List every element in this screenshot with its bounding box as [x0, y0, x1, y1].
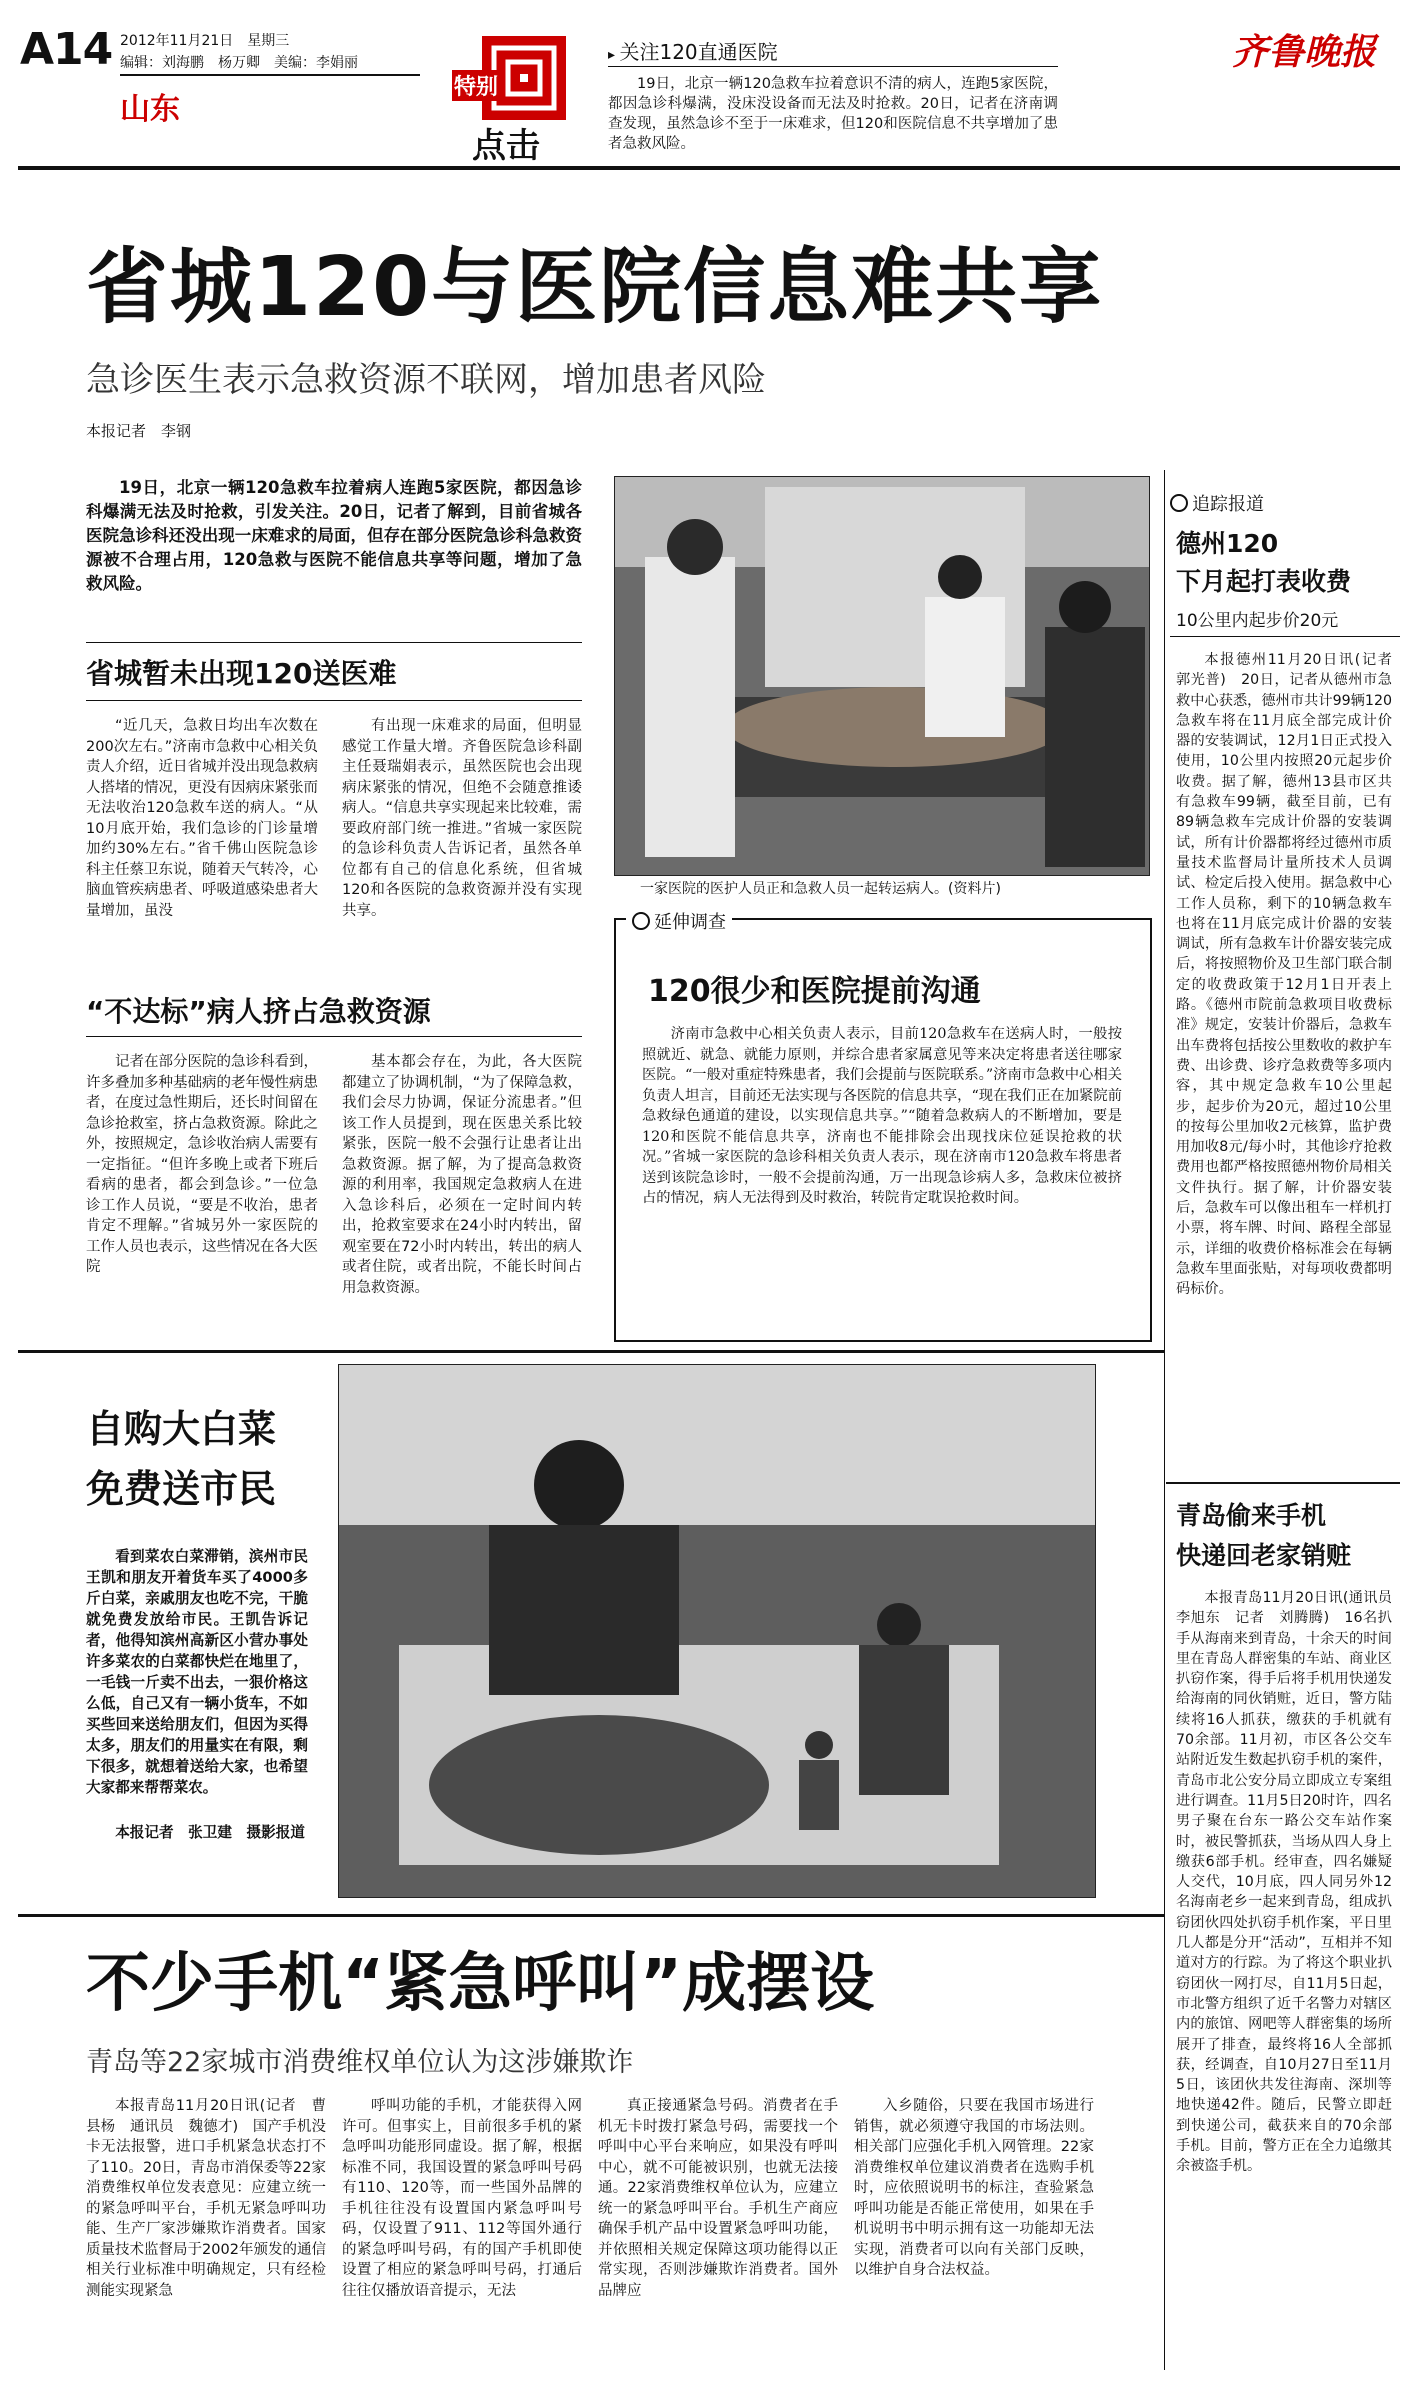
editors-line: 编辑：刘海鹏 杨万卿 美编：李娟丽 [120, 55, 358, 71]
follow-up-headline-1: 德州120 [1176, 529, 1279, 558]
section1-title: 省城暂未出现120送医难 [86, 657, 397, 690]
section1-col1: “近几天，急救日均出车次数在200次左右。”济南市急救中心相关负责人介绍，近日省城并没出现急救病人搭堵的情况，更没有因病床紧张而无法收治120急救车送的病人。“从10月底开始，我们急诊的门诊量增加约30%左右。”省千佛山医院急诊科主任蔡卫东说，随着天气转冷，心脑血管疾病患者、呼吸道感染患者大量增加，虽没 [86, 718, 318, 919]
cabbage-photo [338, 1364, 1096, 1898]
page-number: A14 [20, 24, 113, 75]
cabbage-headline-2: 免费送市民 [86, 1467, 277, 1511]
sub-story-headline: 120很少和医院提前沟通 [648, 974, 981, 1009]
badge-top-text: 特别 [452, 70, 500, 101]
main-headline: 省城120与医院信息难共享 [86, 240, 1104, 335]
phone-col2: 呼叫功能的手机，才能获得入网许可。但事实上，目前很多手机的紧急呼叫功能形同虚设。据了解，根据标准不同，我国设置的紧急呼叫号码有110、120等，而一些国外品牌的手机往往没有设置国内紧急呼叫号码，仅设置了911、112等国外通行的紧急呼叫号码，有的国产手机即使设置了相应的紧急呼叫号码，打通后往往仅播放语音提示，无法 [342, 2098, 582, 2299]
qingdao-headline-2: 快递回老家销赃 [1176, 1541, 1352, 1570]
date-line: 2012年11月21日 星期三 [120, 33, 290, 49]
sub-story-tag: 延伸调查 [626, 908, 732, 934]
main-lead: 19日，北京一辆120急救车拉着病人连跑5家医院，都因急诊科爆满无法及时抢救，引发关注。20日，记者了解到，目前省城各医院急诊科还没出现一床难求的局面，但存在部分医院急诊科急救资源被不合理占用，120急救与医院不能信息共享等问题，增加了急救风险。 [86, 478, 582, 593]
phone-col4: 入乡随俗，只要在我国市场进行销售，就必须遵守我国的市场法则。相关部门应强化手机入网管理。22家消费维权单位建议消费者在选购手机时，应依照说明书的标注，查验紧急呼叫功能是否能正常使用，如果在手机说明书中明示拥有这一功能却无法实现，消费者可以向有关部门反映，以维护自身合法权益。 [854, 2098, 1094, 2278]
follow-up-subhead: 10公里内起步价20元 [1176, 611, 1339, 631]
cabbage-byline: 本报记者 张卫建 摄影报道 [115, 1824, 305, 1841]
phone-headline: 不少手机“紧急呼叫”成摆设 [86, 1947, 875, 2021]
phone-subhead: 青岛等22家城市消费维权单位认为这涉嫌欺诈 [86, 2047, 634, 2078]
newspaper-logo: 齐鲁晚报 [1232, 31, 1377, 73]
section2-title: “不达标”病人挤占急救资源 [86, 995, 431, 1028]
phone-col1: 本报青岛11月20日讯(记者 曹县杨 通讯员 魏德才) 国产手机没卡无法报警，进口手机紧急状态打不了110。20日，青岛市消保委等22家消费维权单位发表意见：应建立统一的紧急呼叫平台，手机无紧急呼叫功能、生产厂家涉嫌欺诈消费者。国家质量技术监督局于2002年颁发的通信相关行业标准中明确规定，只有经检测能实现紧急 [86, 2098, 326, 2299]
section2-col2: 基本都会存在，为此，各大医院都建立了协调机制，“为了保障急救，我们会尽力协调，保证分流患者。”但该工作人员提到，现在医患关系比较紧张，医院一般不会强行让患者让出急救资源。据了解，为了提高急救资源的利用率，我国规定急救病人在进入急诊科后，必须在一定时间内转出，抢救室要求在24小时内转出，留观室要在72小时内转出，转出的病人或者住院，或者出院，不能长时间占用急救资源。 [342, 1054, 582, 1296]
sub-story-body: 济南市急救中心相关负责人表示，目前120急救车在送病人时，一般按照就近、就急、就能力原则，并综合患者家属意见等来决定将患者送往哪家医院。“一般对重症特殊患者，我们会提前与医院联系。”济南市急救中心相关负责人坦言，目前还无法实现与各医院的信息共享，“现在我们正在加紧院前急救绿色通道的建设，以实现信息共享。”“随着急救病人的不断增加，要是120和医院不能信息共享，济南也不能排除会出现找床位延误抢救的状况。”省城一家医院的急诊科相关负责人表示，现在济南市120急救车将患者送到该院急诊时，一般不会提前沟通，万一出现急诊病人多，急救床位被挤占的情况，病人无法得到及时救治，转院肯定耽误抢救时间。 [642, 1026, 1122, 1206]
follow-up-headline-2: 下月起打表收费 [1176, 567, 1352, 596]
badge-bottom-text: 点击 [472, 126, 540, 166]
cabbage-body: 看到菜农白菜滞销，滨州市民王凯和朋友开着货车买了4000多斤白菜，亲戚朋友也吃不完，干脆就免费发放给市民。王凯告诉记者，他得知滨州高新区小营办事处许多菜农的白菜都快烂在地里了，一毛钱一斤卖不出去，一狠价格这么低，自己又有一辆小货车，不如买些回来送给朋友们，但因为买得太多，朋友们的用量实在有限，剩下很多，就想着送给大家，也希望大家都来帮帮菜农。 [86, 1548, 308, 1796]
photo-caption: 一家医院的医护人员正和急救人员一起转运病人。(资料片) [640, 881, 1001, 897]
qingdao-body: 本报青岛11月20日讯(通讯员 李旭东 记者 刘腾腾) 16名扒手从海南来到青岛，十余天的时间里在青岛人群密集的车站、商业区扒窃作案，得手后将手机用快递发给海南的同伙销赃，近日，警方陆续将16人抓获，缴获的手机就有70余部。11月初，市区各公交车站附近发生数起扒窃手机的案件，青岛市北公安分局立即成立专案组进行调查。11月5日20时许，四名男子聚在台东一路公交车站作案时，被民警抓获，当场从四人身上缴获6部手机。经审查，四名嫌疑人交代，10月底，四人同另外12名海南老乡一起来到青岛，组成扒窃团伙四处扒窃手机作案，平日里几人都是分开“活动”，互相并不知道对方的行踪。为了将这个职业扒窃团伙一网打尽，自11月5日起，市北警方组织了近千名警力对辖区内的旅馆、网吧等人群密集的场所展开了排查，最终将16人全部抓获，经调查，自10月27日至11月5日，该团伙共发往海南、深圳等地快递42件。随后，民警立即赶到快递公司，截获来自的70余部手机。目前，警方正在全力追缴其余被盗手机。 [1176, 1590, 1407, 2175]
main-subhead: 急诊医生表示急救资源不联网，增加患者风险 [86, 360, 766, 400]
tag-circle-icon [1170, 494, 1188, 512]
tag-circle-icon [632, 912, 650, 930]
cabbage-headline-1: 自购大白菜 [86, 1407, 277, 1451]
special-summary: 19日，北京一辆120急救车拉着意识不清的病人，连跑5家医院，都因急诊科爆满，没床没设备而无法及时抢救。20日，记者在济南调查发现，虽然急诊不至于一床难求，但120和医院信息不共享增加了患者急救风险。 [608, 76, 1058, 152]
special-badge [452, 36, 572, 166]
section2-col1: 记者在部分医院的急诊科看到，许多叠加多种基础病的老年慢性病患者，在度过急性期后，还长时间留在急诊抢救室，挤占急救资源。除此之外，按照规定，急诊收治病人需要有一定指征。“但许多晚上或者下班后看病的患者，都会到急诊。”一位急诊工作人员说，“要是不收治，患者肯定不理解。”省城另外一家医院的工作人员也表示，这些情况在各大医院 [86, 1054, 318, 1275]
qingdao-headline-1: 青岛偷来手机 [1176, 1501, 1327, 1530]
section-label: 山东 [120, 92, 180, 127]
follow-up-tag: 追踪报道 [1170, 490, 1264, 516]
phone-col3: 真正接通紧急号码。消费者在手机无卡时拨打紧急号码，需要找一个呼叫中心平台来响应，如果没有呼叫中心，就不可能被识别，也就无法接通。22家消费维权单位认为，应建立统一的紧急呼叫平台。手机生产商应确保手机产品中设置紧急呼叫功能，并依照相关规定保障这项功能得以正常实现，否则涉嫌欺诈消费者。国外品牌应 [598, 2098, 838, 2299]
section1-col2: 有出现一床难求的局面，但明显感觉工作量大增。齐鲁医院急诊科副主任聂瑞娟表示，虽然医院也会出现病床紧张的情况，但绝不会随意推诿病人。“信息共享实现起来比较难，需要政府部门统一推进。”省城一家医院的急诊科负责人告诉记者，虽然各单位都有自己的信息化系统，但省城120和各医院的急救资源并没有实现共享。 [342, 718, 582, 919]
main-byline: 本报记者 李钢 [86, 422, 192, 440]
follow-up-body: 本报德州11月20日讯(记者 郭光普) 20日，记者从德州市急救中心获悉，德州市共计99辆120急救车将在11月底全部完成计价器的安装调试，12月1日正式投入使用，10公里内按照20元起步价收费。据了解，德州13县市区共有急救车99辆，截至目前，已有89辆急救车完成计价器的安装调试，所有计价器都将经过德州市质量技术监督局计量所技术人员调试、检定后投入使用。据急救中心工作人员称，剩下的10辆急救车也将在11月底完成计价器的安装调试，所有急救车计价器安装完成后，将按照物价及卫生部门联合制定的收费政策于12月1日开表上路。《德州市院前急救项目收费标准》规定，安装计价器后，急救车出车费将包括按公里数收的救护车费、出诊费、诊疗急救费等多项内容，其中规定急救车10公里起步，起步价为20元，超过10公里的按每公里加收2元核算，监护费用加收8元/每小时，其他诊疗抢救费用也都严格按照德州物价局相关文件执行。据了解，计价器安装后，急救车可以像出租车一样机打小票，将车牌、时间、路程全部显示，详细的收费价格标准会在每辆急救车里面张贴，对每项收费都明码标价。 [1176, 652, 1392, 1298]
ambulance-photo [614, 476, 1150, 876]
special-label: ▸ 关注120直通医院 [608, 40, 778, 64]
